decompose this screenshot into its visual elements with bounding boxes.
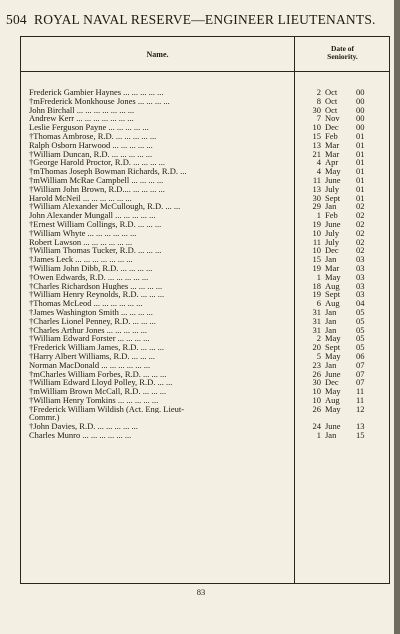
officer-name: †mCharles William Forbes, R.D. ... ... ... — [29, 369, 167, 379]
seniority-year: 02 — [356, 218, 365, 229]
seniority-day: 10 — [312, 386, 321, 397]
seniority-year: 01 — [356, 166, 365, 177]
seniority-month: May — [325, 350, 341, 361]
seniority-month: June — [325, 421, 341, 432]
seniority-year: 00 — [356, 104, 365, 115]
seniority-day: 26 — [312, 403, 321, 414]
seniority-day: 10 — [312, 394, 321, 405]
seniority-month: May — [325, 166, 341, 177]
seniority-year: 11 — [356, 394, 365, 405]
seniority-day: 30 — [312, 192, 321, 203]
table-row — [21, 431, 389, 440]
seniority-day: 29 — [312, 201, 321, 212]
seniority-month: June — [325, 368, 341, 379]
seniority-month: July — [325, 236, 340, 247]
seniority-day: 1 — [316, 271, 321, 282]
table-body — [21, 88, 389, 440]
seniority-month: June — [325, 218, 341, 229]
seniority-day: 10 — [312, 245, 321, 256]
officer-name: †Owen Edwards, R.D. ... ... ... ... ... — [29, 272, 149, 282]
officer-name: Commr.) — [29, 413, 60, 423]
seniority-month: June — [325, 174, 341, 185]
seniority-year: 04 — [356, 298, 365, 309]
officer-name: †Thomas Ambrose, R.D. ... ... ... ... ... — [29, 131, 157, 141]
seniority-year: 02 — [356, 210, 365, 221]
seniority-day: 6 — [316, 298, 321, 309]
column-header-name: Name. — [146, 50, 169, 59]
officer-name: Harold McNeil ... ... ... ... ... ... — [29, 193, 132, 203]
seniority-year: 02 — [356, 245, 365, 256]
column-header-date-line2: Seniority. — [327, 52, 358, 61]
seniority-year: 03 — [356, 254, 365, 265]
seniority-year: 01 — [356, 157, 365, 168]
seniority-year: 05 — [356, 324, 365, 335]
seniority-year: 05 — [356, 342, 365, 353]
officer-name: †William Henry Tomkins ... ... ... ... ... — [29, 395, 159, 405]
officer-name: †William Duncan, R.D. ... ... ... ... ... — [29, 149, 153, 159]
seniority-day: 8 — [316, 95, 321, 106]
seniority-month: Dec — [325, 377, 339, 388]
seniority-month: Mar — [325, 262, 340, 273]
page-footer-number: 83 — [196, 587, 206, 597]
seniority-day: 23 — [312, 359, 321, 370]
seniority-day: 31 — [312, 324, 321, 335]
seniority-day: 11 — [312, 236, 321, 247]
seniority-month: Jan — [325, 254, 337, 265]
officer-name: Ralph Osborn Harwood ... ... ... ... ... — [29, 140, 153, 150]
seniority-year: 05 — [356, 333, 365, 344]
column-header-date-line1: Date of — [330, 44, 355, 53]
seniority-month: Jan — [325, 306, 337, 317]
seniority-day: 10 — [312, 227, 321, 238]
officer-name: †William John Dibb, R.D. ... ... ... ... — [29, 263, 153, 273]
officer-name: †mFrederick Monkhouse Jones ... ... ... ... — [29, 96, 170, 106]
seniority-day: 13 — [312, 139, 321, 150]
officer-name: †George Harold Proctor, R.D. ... ... ... ... — [29, 158, 165, 168]
page-header — [6, 12, 392, 28]
officer-name: Norman MacDonald ... ... ... ... ... ... — [29, 360, 151, 370]
seniority-day: 19 — [312, 262, 321, 273]
seniority-month: Aug — [325, 394, 340, 405]
table-row — [21, 405, 389, 414]
page-number: 504 — [6, 12, 27, 27]
officer-name: †mWilliam Brown McCall, R.D. ... ... ... — [29, 387, 167, 396]
seniority-year: 00 — [356, 122, 365, 133]
seniority-day: 30 — [312, 104, 321, 115]
column-header-date — [295, 45, 390, 61]
running-title: ROYAL NAVAL RESERVE—ENGINEER LIEUTENANTS. — [34, 12, 376, 27]
seniority-day: 15 — [312, 130, 321, 141]
officer-name: Leslie Ferguson Payne ... ... ... ... ... — [29, 123, 149, 132]
seniority-year: 03 — [356, 262, 365, 273]
header-rule — [21, 71, 389, 72]
seniority-year: 05 — [356, 315, 365, 326]
seniority-month: Feb — [325, 130, 338, 141]
officer-name: †James Leck ... ... ... ... ... ... ... — [29, 255, 133, 264]
officer-name: †Charles Lionel Penney, R.D. ... ... ... — [29, 316, 156, 326]
officer-name: †John Davies, R.D. ... ... ... ... ... — [29, 422, 138, 432]
seniority-day: 4 — [316, 166, 321, 177]
seniority-year: 00 — [356, 95, 365, 106]
seniority-day: 1 — [316, 430, 321, 441]
page-edge-shadow — [394, 0, 400, 634]
seniority-day: 18 — [312, 280, 321, 291]
seniority-day: 19 — [312, 289, 321, 300]
seniority-day: 31 — [312, 315, 321, 326]
officer-name: John Birchall ... ... ... ... ... ... ... — [29, 105, 135, 115]
seniority-month: July — [325, 227, 340, 238]
officer-name: †William Alexander McCullough, R.D. ... ... — [29, 202, 181, 212]
officer-name: †Frederick William Wildish (Act. Eng. Lieut- — [29, 404, 185, 414]
seniority-day: 10 — [312, 122, 321, 133]
seniority-year: 05 — [356, 306, 365, 317]
seniority-day: 4 — [316, 157, 321, 168]
seniority-year: 03 — [356, 271, 365, 282]
seniority-year: 01 — [356, 174, 365, 185]
officer-name: †William Edward Lloyd Polley, R.D. ... ... — [29, 378, 173, 388]
officer-name: †William Edward Forster ... ... ... ... — [29, 334, 150, 344]
seniority-day: 15 — [312, 254, 321, 265]
seniority-month: Oct — [325, 87, 338, 97]
officer-list-table — [20, 36, 390, 597]
seniority-year: 06 — [356, 350, 365, 361]
officer-name: †Ernest William Collings, R.D. ... ... ... — [29, 219, 162, 229]
officer-name: †mThomas Joseph Bowman Richards, R.D. ... — [29, 167, 187, 176]
seniority-year: 02 — [356, 227, 365, 238]
seniority-day: 24 — [312, 421, 321, 432]
seniority-year: 15 — [356, 430, 365, 441]
seniority-year: 07 — [356, 377, 365, 388]
officer-name: †Thomas McLeod ... ... ... ... ... ... — [29, 299, 143, 308]
seniority-month: Oct — [325, 104, 338, 115]
seniority-day: 7 — [316, 113, 321, 124]
seniority-year: 00 — [356, 113, 365, 124]
seniority-year: 07 — [356, 359, 365, 370]
seniority-day: 2 — [316, 333, 321, 344]
seniority-year: 01 — [356, 192, 365, 203]
seniority-year: 02 — [356, 236, 365, 247]
seniority-month: Apr — [325, 157, 339, 168]
seniority-day: 1 — [316, 210, 321, 221]
seniority-day: 26 — [312, 368, 321, 379]
seniority-month: Nov — [325, 113, 340, 124]
seniority-year: 02 — [356, 201, 365, 212]
officer-name: Frederick Gambier Haynes ... ... ... ... ... — [29, 88, 164, 97]
officer-name: †Frederick William James, R.D. ... ... ... — [29, 343, 165, 352]
officer-name: †William John Brown, R.D.... ... ... ... ... — [29, 184, 165, 194]
seniority-day: 21 — [312, 148, 321, 159]
seniority-year: 01 — [356, 148, 365, 159]
seniority-day: 5 — [316, 350, 321, 361]
seniority-month: Jan — [325, 324, 337, 335]
seniority-day: 13 — [312, 183, 321, 194]
seniority-year: 00 — [356, 87, 365, 97]
seniority-month: Oct — [325, 95, 338, 106]
seniority-month: Sept — [325, 289, 341, 300]
seniority-day: 20 — [312, 342, 321, 353]
seniority-month: Jan — [325, 201, 337, 212]
seniority-year: 11 — [356, 386, 365, 397]
seniority-month: May — [325, 271, 341, 282]
seniority-month: Jan — [325, 359, 337, 370]
seniority-month: Sept — [325, 192, 341, 203]
seniority-month: May — [325, 403, 341, 414]
seniority-year: 12 — [356, 403, 365, 414]
officer-name: †James Washington Smith ... ... ... ... — [29, 307, 153, 317]
seniority-year: 03 — [356, 289, 365, 300]
officer-name: †Charles Richardson Hughes ... ... ... ... — [29, 281, 163, 291]
seniority-year: 07 — [356, 368, 365, 379]
officer-name: †William Thomas Tucker, R.D. ... ... ... — [29, 246, 162, 256]
officer-name: †William Whyte ... ... ... ... ... ... — [29, 228, 137, 238]
seniority-day: 11 — [312, 174, 321, 185]
seniority-day: 19 — [312, 218, 321, 229]
seniority-month: Jan — [325, 315, 337, 326]
officer-name: John Alexander Mungall ... ... ... ... ... — [29, 211, 156, 220]
seniority-month: July — [325, 183, 340, 194]
seniority-month: Aug — [325, 298, 340, 309]
seniority-day: 2 — [316, 87, 321, 97]
seniority-year: 01 — [356, 139, 365, 150]
seniority-month: Dec — [325, 245, 339, 256]
seniority-month: May — [325, 333, 341, 344]
seniority-day: 30 — [312, 377, 321, 388]
seniority-year: 01 — [356, 130, 365, 141]
seniority-month: Mar — [325, 148, 340, 159]
seniority-year: 03 — [356, 280, 365, 291]
seniority-month: Mar — [325, 139, 340, 150]
seniority-month: Jan — [325, 430, 337, 441]
officer-name: †mWilliam McRae Campbell ... ... ... ... — [29, 175, 164, 185]
officer-name: Robert Lawson ... ... ... ... ... ... — [29, 237, 133, 247]
officer-name: †William Henry Reynolds, R.D. ... ... ... — [29, 290, 165, 300]
seniority-month: Sept — [325, 342, 341, 353]
seniority-day: 31 — [312, 306, 321, 317]
seniority-month: Aug — [325, 280, 340, 291]
seniority-month: Feb — [325, 210, 338, 221]
officer-name: †Harry Albert Williams, R.D. ... ... ... — [29, 351, 156, 361]
seniority-year: 01 — [356, 183, 365, 194]
seniority-month: May — [325, 386, 341, 397]
officer-name: †Charles Arthur Jones ... ... ... ... ... — [29, 325, 148, 335]
seniority-year: 13 — [356, 421, 365, 432]
seniority-month: Dec — [325, 122, 339, 133]
officer-name: Charles Munro ... ... ... ... ... ... — [29, 431, 132, 440]
officer-name: Andrew Kerr ... ... ... ... ... ... ... — [29, 114, 134, 124]
